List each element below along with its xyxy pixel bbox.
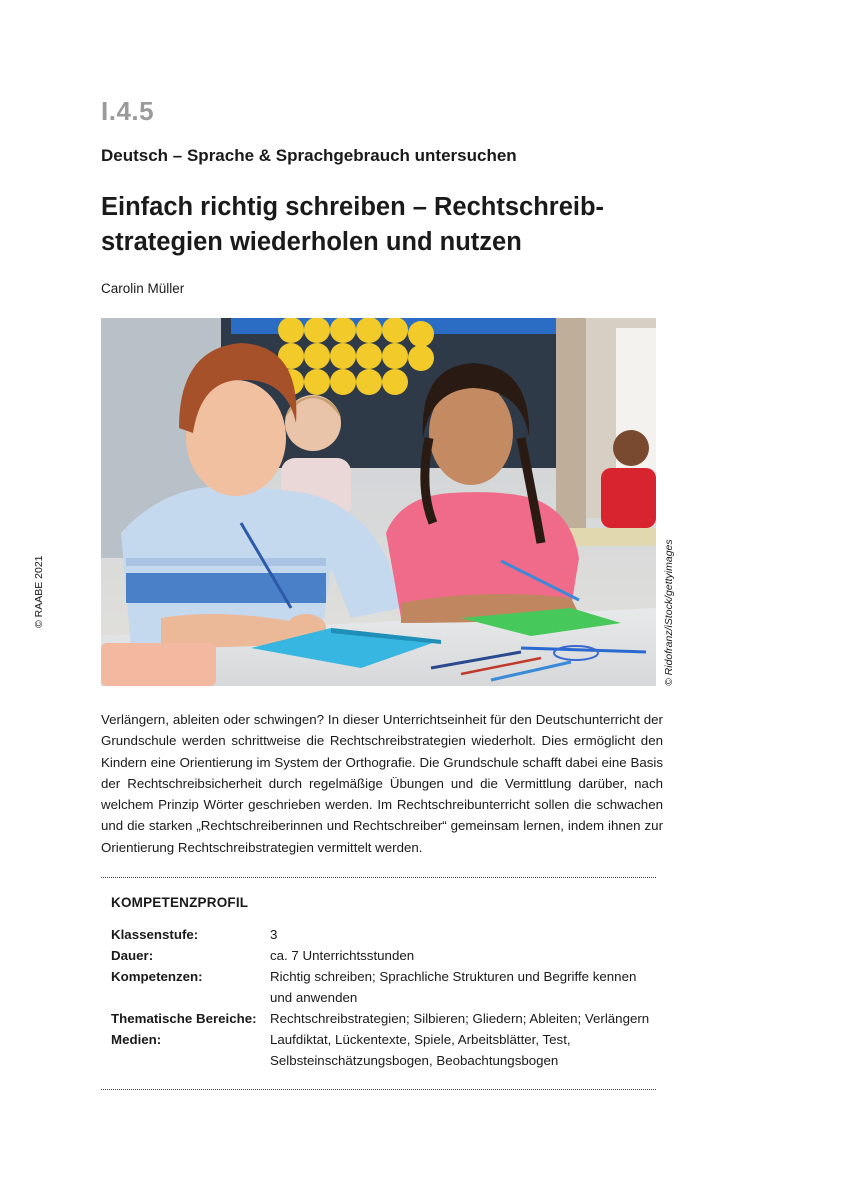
- competence-row: [111, 945, 656, 966]
- classroom-photo: [101, 318, 656, 686]
- classroom-photo-illustration: [101, 318, 656, 686]
- copyright-note: © RAABE 2021: [33, 555, 45, 628]
- unit-code: I.4.5: [101, 96, 155, 126]
- competence-value: ca. 7 Unterrichtsstunden: [270, 948, 415, 963]
- competence-row: [111, 1008, 656, 1029]
- competence-label: Thematische Bereiche:: [111, 1011, 257, 1026]
- competence-value: Rechtschreibstrategien; Silbieren; Gliedern; Ableiten; Verlängern: [270, 1011, 650, 1026]
- competence-heading: KOMPETENZPROFIL: [111, 895, 249, 910]
- competence-label: Kompetenzen:: [111, 969, 203, 984]
- page-title: [101, 190, 661, 260]
- competence-label: Klassenstufe:: [111, 927, 199, 942]
- subject-line: Deutsch – Sprache & Sprachgebrauch untersuchen: [101, 146, 517, 165]
- competence-value: Laufdiktat, Lückentexte, Spiele, Arbeitsblätter, Test, Selbsteinschätzungsbogen, Beobachtungsbogen: [270, 1032, 571, 1068]
- competence-row: [111, 1029, 656, 1071]
- title-line-2: strategien wiederholen und nutzen: [101, 228, 522, 256]
- competence-label: Medien:: [111, 1032, 162, 1047]
- competence-label: Dauer:: [111, 948, 154, 963]
- title-line-1: Einfach richtig schreiben – Rechtschreib-: [101, 193, 605, 221]
- competence-profile: [111, 895, 656, 1071]
- divider-top: [101, 877, 656, 878]
- competence-row: [111, 924, 656, 945]
- author: Carolin Müller: [101, 281, 185, 296]
- intro-paragraph: Verlängern, ableiten oder schwingen? In dieser Unterrichtseinheit für den Deutschunterricht der Grundschule werden schrittweise die Rechtschreibstrategien wiederholt. Dies ermöglicht den Kindern eine Orientierung im System der Orthografie. Die Grundschule schafft dabei eine Basis der Rechtschreibsicherheit durch regelmäßige Übungen und die Vermittlung darüber, nach welchem Prinzip Wörter geschrieben werden. Im Rechtschreibunterricht sollen die schwachen und die starken „Rechtschreiberinnen und Rechtschreiber“ gemeinsam lernen, indem ihnen zur Orientierung Rechtschreibstrategien vermittelt werden.: [101, 712, 663, 855]
- competence-row: [111, 966, 656, 1008]
- competence-value: 3: [270, 927, 278, 942]
- competence-value: Richtig schreiben; Sprachliche Strukturen und Begriffe kennen und anwenden: [270, 969, 637, 1005]
- divider-bottom: [101, 1089, 656, 1090]
- photo-credit: © Ridofranz/iStock/gettyimages: [663, 539, 675, 686]
